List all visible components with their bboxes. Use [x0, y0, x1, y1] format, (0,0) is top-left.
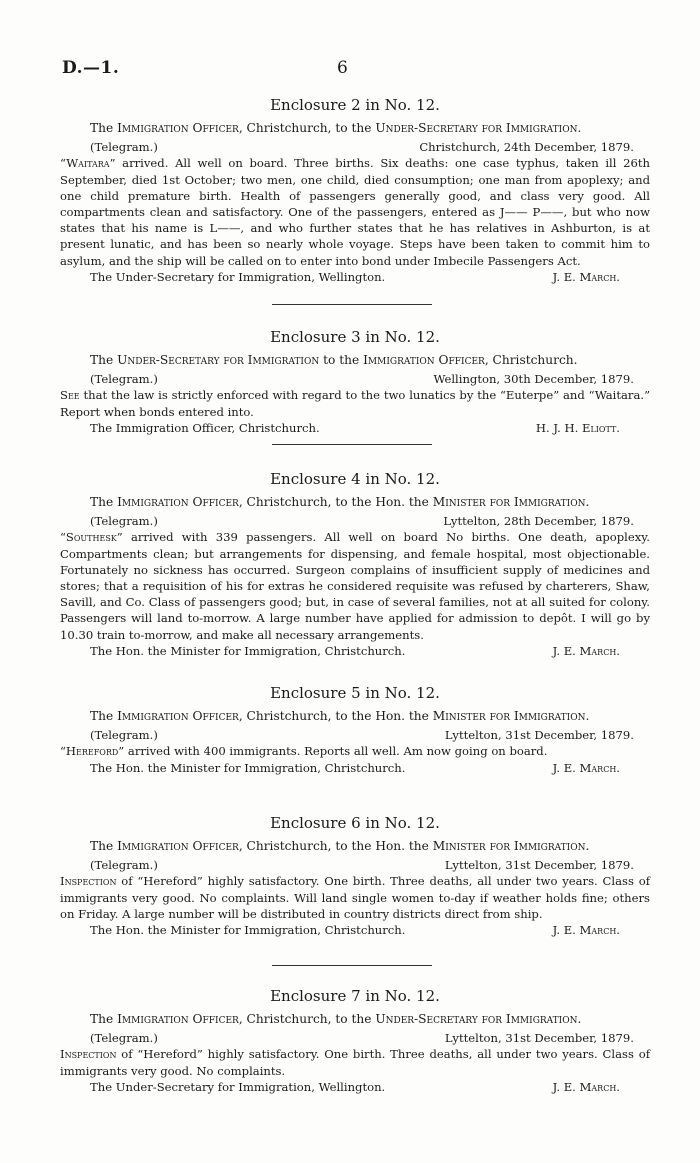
- section-divider: [272, 965, 432, 966]
- enclosure-5: [60, 685, 650, 776]
- telegram-body: “Waitara” arrived. All well on board. Three births. Six deaths: one case typhus, taken ill 26th September, died 1st October; two men, one child, died consumption; one man from apoplexy; and one child premature birth. Health of passengers generally good, and class very good. All compartments clean and satisfactory. One of the passengers, entered as J—— P——, but who now states that his name is L——, and who further states that he has relatives in Ashburton, is at present lunatic, and has been so nearly whole voyage. Steps have been taken to commit him to asylum, and the ship will be called on to enter into bond under Imbecile Passengers Act.: [60, 156, 650, 268]
- telegram-body: “Southesk” arrived with 339 passengers. All well on board No births. One death, apoplexy. Compartments clean; but arrangements for dispensing, and female hospital, most objectionable. Fortunately no sickness has occurred. Surgeon complains of insufficient supply of medicines and stores; that a requisition of his for extras he considered requisite was refused by charterers, Shaw, Savill, and Co. Class of passengers good; but, in case of several families, not at all suited for colony. Passengers will land to-morrow. A large number have applied for admission to depôt. I will go by 10.30 train to-morrow, and make all necessary arrangements.: [60, 530, 650, 642]
- telegram-label: (Telegram.): [90, 1031, 158, 1046]
- addressee: The Immigration Officer, Christchurch.: [90, 420, 320, 435]
- telegram-line: [60, 857, 650, 873]
- telegram-label: (Telegram.): [90, 858, 158, 873]
- enclosure-route: The Immigration Officer, Christchurch, to the Under-Secretary for Immigration.: [90, 1012, 582, 1027]
- enclosure-3: [60, 329, 650, 436]
- addressee: The Hon. the Minister for Immigration, Christchurch.: [90, 923, 406, 938]
- signature-line: [60, 1079, 650, 1095]
- telegram-line: [60, 139, 650, 155]
- enclosure-title: Enclosure 7 in No. 12.: [270, 987, 440, 1005]
- telegram-label: (Telegram.): [90, 514, 158, 529]
- signature: J. E. March.: [552, 760, 620, 775]
- telegram-label: (Telegram.): [90, 140, 158, 155]
- telegram-body: Inspection of “Hereford” highly satisfactory. One birth. Three deaths, all under two years. Class of immigrants very good. No complaints. Will land single women to-day if weather holds fine; others on Friday. A large number will be distributed in country districts direct from ship.: [60, 874, 650, 921]
- place-date: Christchurch, 24th December, 1879.: [419, 140, 634, 155]
- signature: J. E. March.: [552, 269, 620, 284]
- telegram-line: [60, 727, 650, 743]
- place-date: Lyttelton, 31st December, 1879.: [444, 858, 634, 873]
- place-date: Lyttelton, 31st December, 1879.: [444, 728, 634, 743]
- enclosure-title: Enclosure 4 in No. 12.: [270, 470, 440, 488]
- enclosure-title: Enclosure 2 in No. 12.: [270, 96, 440, 114]
- enclosure-4: [60, 471, 650, 659]
- telegram-body: Inspection of “Hereford” highly satisfactory. One birth. Three deaths, all under two years. Class of immigrants very good. No complaints.: [60, 1047, 650, 1078]
- signature-line: [60, 269, 650, 285]
- signature: H. J. H. Eliott.: [535, 420, 620, 435]
- enclosure-6: [60, 815, 650, 938]
- section-divider: [272, 444, 432, 445]
- telegram-label: (Telegram.): [90, 372, 158, 387]
- page-header-reference: D.—1.: [62, 58, 120, 78]
- signature-line: [60, 922, 650, 938]
- enclosure-2: [60, 97, 650, 285]
- place-date: Lyttelton, 31st December, 1879.: [444, 1031, 634, 1046]
- telegram-line: [60, 1030, 650, 1046]
- enclosure-route: The Under-Secretary for Immigration to the Immigration Officer, Christchurch.: [90, 353, 578, 368]
- addressee: The Hon. the Minister for Immigration, Christchurch.: [90, 643, 406, 658]
- enclosure-route: The Immigration Officer, Christchurch, to the Under-Secretary for Immigration.: [90, 121, 582, 136]
- enclosure-route: The Immigration Officer, Christchurch, to the Hon. the Minister for Immigration.: [90, 709, 590, 724]
- enclosure-title: Enclosure 3 in No. 12.: [270, 328, 440, 346]
- signature: J. E. March.: [552, 643, 620, 658]
- telegram-body: See that the law is strictly enforced with regard to the two lunatics by the “Euterpe” and “Waitara.” Report when bonds entered into.: [60, 388, 650, 419]
- place-date: Wellington, 30th December, 1879.: [433, 372, 634, 387]
- enclosure-title: Enclosure 6 in No. 12.: [270, 814, 440, 832]
- section-divider: [272, 304, 432, 305]
- telegram-body: “Hereford” arrived with 400 immigrants. Reports all well. Am now going on board.: [60, 744, 548, 759]
- telegram-line: [60, 513, 650, 529]
- page-number: 6: [337, 58, 348, 78]
- addressee: The Under-Secretary for Immigration, Wellington.: [90, 1079, 386, 1094]
- signature-line: [60, 420, 650, 436]
- signature-line: [60, 643, 650, 659]
- signature-line: [60, 760, 650, 776]
- place-date: Lyttelton, 28th December, 1879.: [443, 514, 634, 529]
- telegram-label: (Telegram.): [90, 728, 158, 743]
- signature: J. E. March.: [552, 923, 620, 938]
- enclosure-title: Enclosure 5 in No. 12.: [270, 684, 440, 702]
- telegram-line: [60, 371, 650, 387]
- addressee: The Under-Secretary for Immigration, Wellington.: [90, 269, 386, 284]
- enclosure-route: The Immigration Officer, Christchurch, to the Hon. the Minister for Immigration.: [90, 839, 590, 854]
- enclosure-route: The Immigration Officer, Christchurch, to the Hon. the Minister for Immigration.: [90, 495, 590, 510]
- signature: J. E. March.: [552, 1079, 620, 1094]
- enclosure-7: [60, 988, 650, 1095]
- addressee: The Hon. the Minister for Immigration, Christchurch.: [90, 760, 406, 775]
